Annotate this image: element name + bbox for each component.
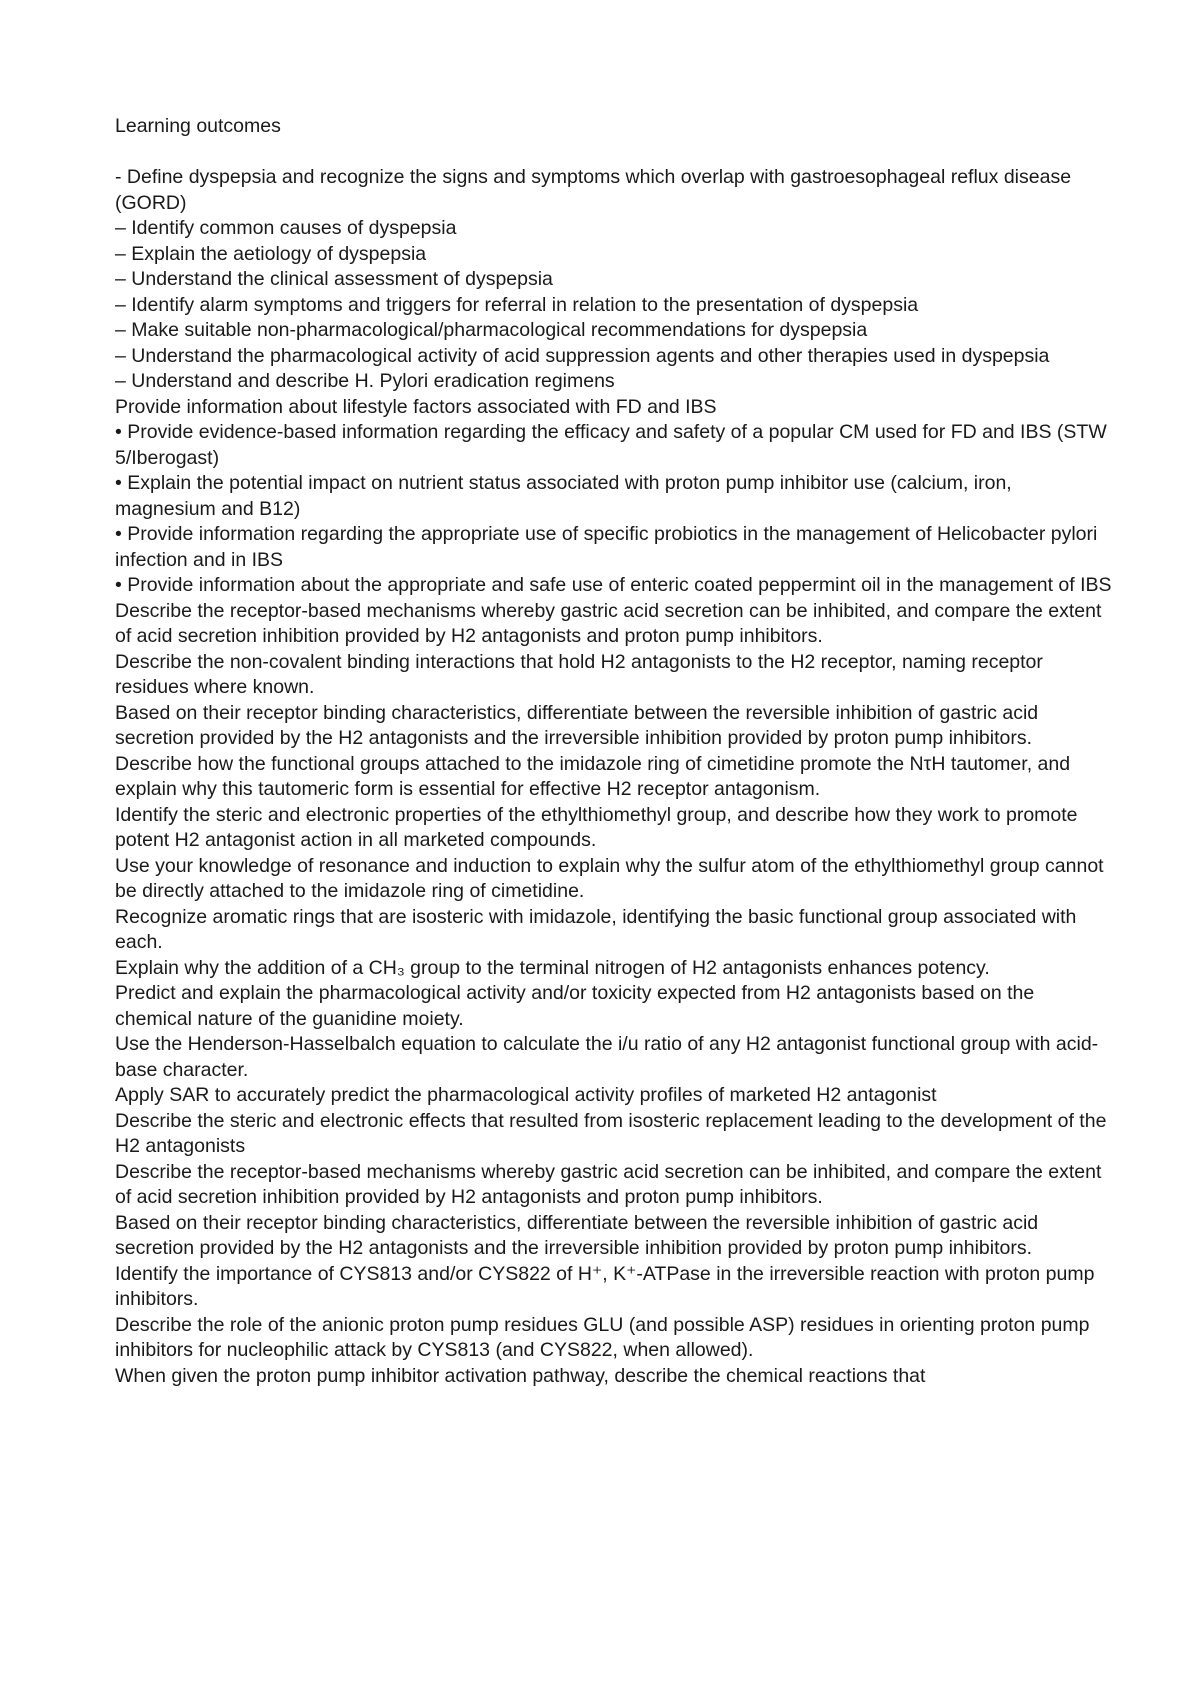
outcome-line: – Make suitable non-pharmacological/pharmacological recommendations for dyspepsia [115,319,868,341]
outcome-line: Explain why the addition of a CH₃ group to the terminal nitrogen of H2 antagonists enhances potency. [115,956,990,979]
outcome-line: • Provide information regarding the appropriate use of specific probiotics in the management of Helicobacter pylori infection and in IBS [115,523,1098,571]
outcome-line: Describe the steric and electronic effects that resulted from isosteric replacement leading to the development of the H2 antagonists [115,1109,1107,1157]
outcome-line: – Explain the aetiology of dyspepsia [115,242,427,265]
outcome-line: – Understand and describe H. Pylori eradication regimens [115,370,615,392]
outcome-line: – Understand the clinical assessment of dyspepsia [115,268,553,290]
outcome-line: – Identify alarm symptoms and triggers for referral in relation to the presentation of dyspepsia [115,293,919,316]
outcome-line: • Provide evidence-based information regarding the efficacy and safety of a popular CM used for FD and IBS (STW 5/Iberogast) [115,421,1107,469]
outcome-line: Identify the importance of CYS813 and/or CYS822 of H⁺, K⁺-ATPase in the irreversible reaction with proton pump inhibitors. [115,1262,1095,1310]
outcome-line: Describe the non-covalent binding interactions that hold H2 antagonists to the H2 receptor, naming receptor residues where known. [115,650,1043,698]
outcome-line: Describe the receptor-based mechanisms whereby gastric acid secretion can be inhibited, and compare the extent of acid secretion inhibition provided by H2 antagonists and proton pump inhibitors. [115,1160,1102,1208]
outcome-line: Recognize aromatic rings that are isosteric with imidazole, identifying the basic functional group associated with each. [115,905,1077,953]
outcome-line: • Explain the potential impact on nutrient status associated with proton pump inhibitor use (calcium, iron, magnesium and B12) [115,472,1012,520]
document-page [115,114,1115,1389]
outcome-line: Identify the steric and electronic properties of the ethylthiomethyl group, and describe how they work to promote potent H2 antagonist action in all marketed compounds. [115,803,1078,851]
outcome-line: Apply SAR to accurately predict the pharmacological activity profiles of marketed H2 antagonist [115,1084,937,1106]
outcome-line: When given the proton pump inhibitor activation pathway, describe the chemical reactions that [115,1364,926,1387]
outcome-line: – Understand the pharmacological activity of acid suppression agents and other therapies used in dyspepsia [115,344,1050,367]
outcome-line: - Define dyspepsia and recognize the signs and symptoms which overlap with gastroesophageal reflux disease (GORD) [115,166,1072,214]
outcome-line: Describe the receptor-based mechanisms whereby gastric acid secretion can be inhibited, and compare the extent of acid secretion inhibition provided by H2 antagonists and proton pump inhibitors. [115,599,1102,647]
outcome-line: Based on their receptor binding characteristics, differentiate between the reversible inhibition of gastric acid secretion provided by the H2 antagonists and the irreversible inhibition provided by proton pump inhibitors. [115,701,1039,749]
outcome-line: Use your knowledge of resonance and induction to explain why the sulfur atom of the ethylthiomethyl group cannot be directly attached to the imidazole ring of cimetidine. [115,854,1104,902]
outcome-line: Describe how the functional groups attached to the imidazole ring of cimetidine promote the NτH tautomer, and explain why this tautomeric form is essential for effective H2 receptor antagonism. [115,752,1071,800]
outcome-line: Use the Henderson-Hasselbalch equation to calculate the i/u ratio of any H2 antagonist functional group with acid-base character. [115,1033,1099,1081]
outcome-line: – Identify common causes of dyspepsia [115,217,457,239]
outcome-line: Based on their receptor binding characteristics, differentiate between the reversible inhibition of gastric acid secretion provided by the H2 antagonists and the irreversible inhibition provided by proton pump inhibitors. [115,1211,1039,1259]
outcome-line: • Provide information about the appropriate and safe use of enteric coated peppermint oil in the management of IBS [115,574,1112,596]
outcome-line: Describe the role of the anionic proton pump residues GLU (and possible ASP) residues in orienting proton pump inhibitors for nucleophilic attack by CYS813 (and CYS822, when allowed). [115,1313,1090,1361]
document-heading: Learning outcomes [115,115,281,137]
learning-outcomes-list [115,165,1115,1389]
outcome-line: Provide information about lifestyle factors associated with FD and IBS [115,395,717,418]
outcome-line: Predict and explain the pharmacological activity and/or toxicity expected from H2 antagonists based on the chemical nature of the guanidine moiety. [115,982,1035,1030]
